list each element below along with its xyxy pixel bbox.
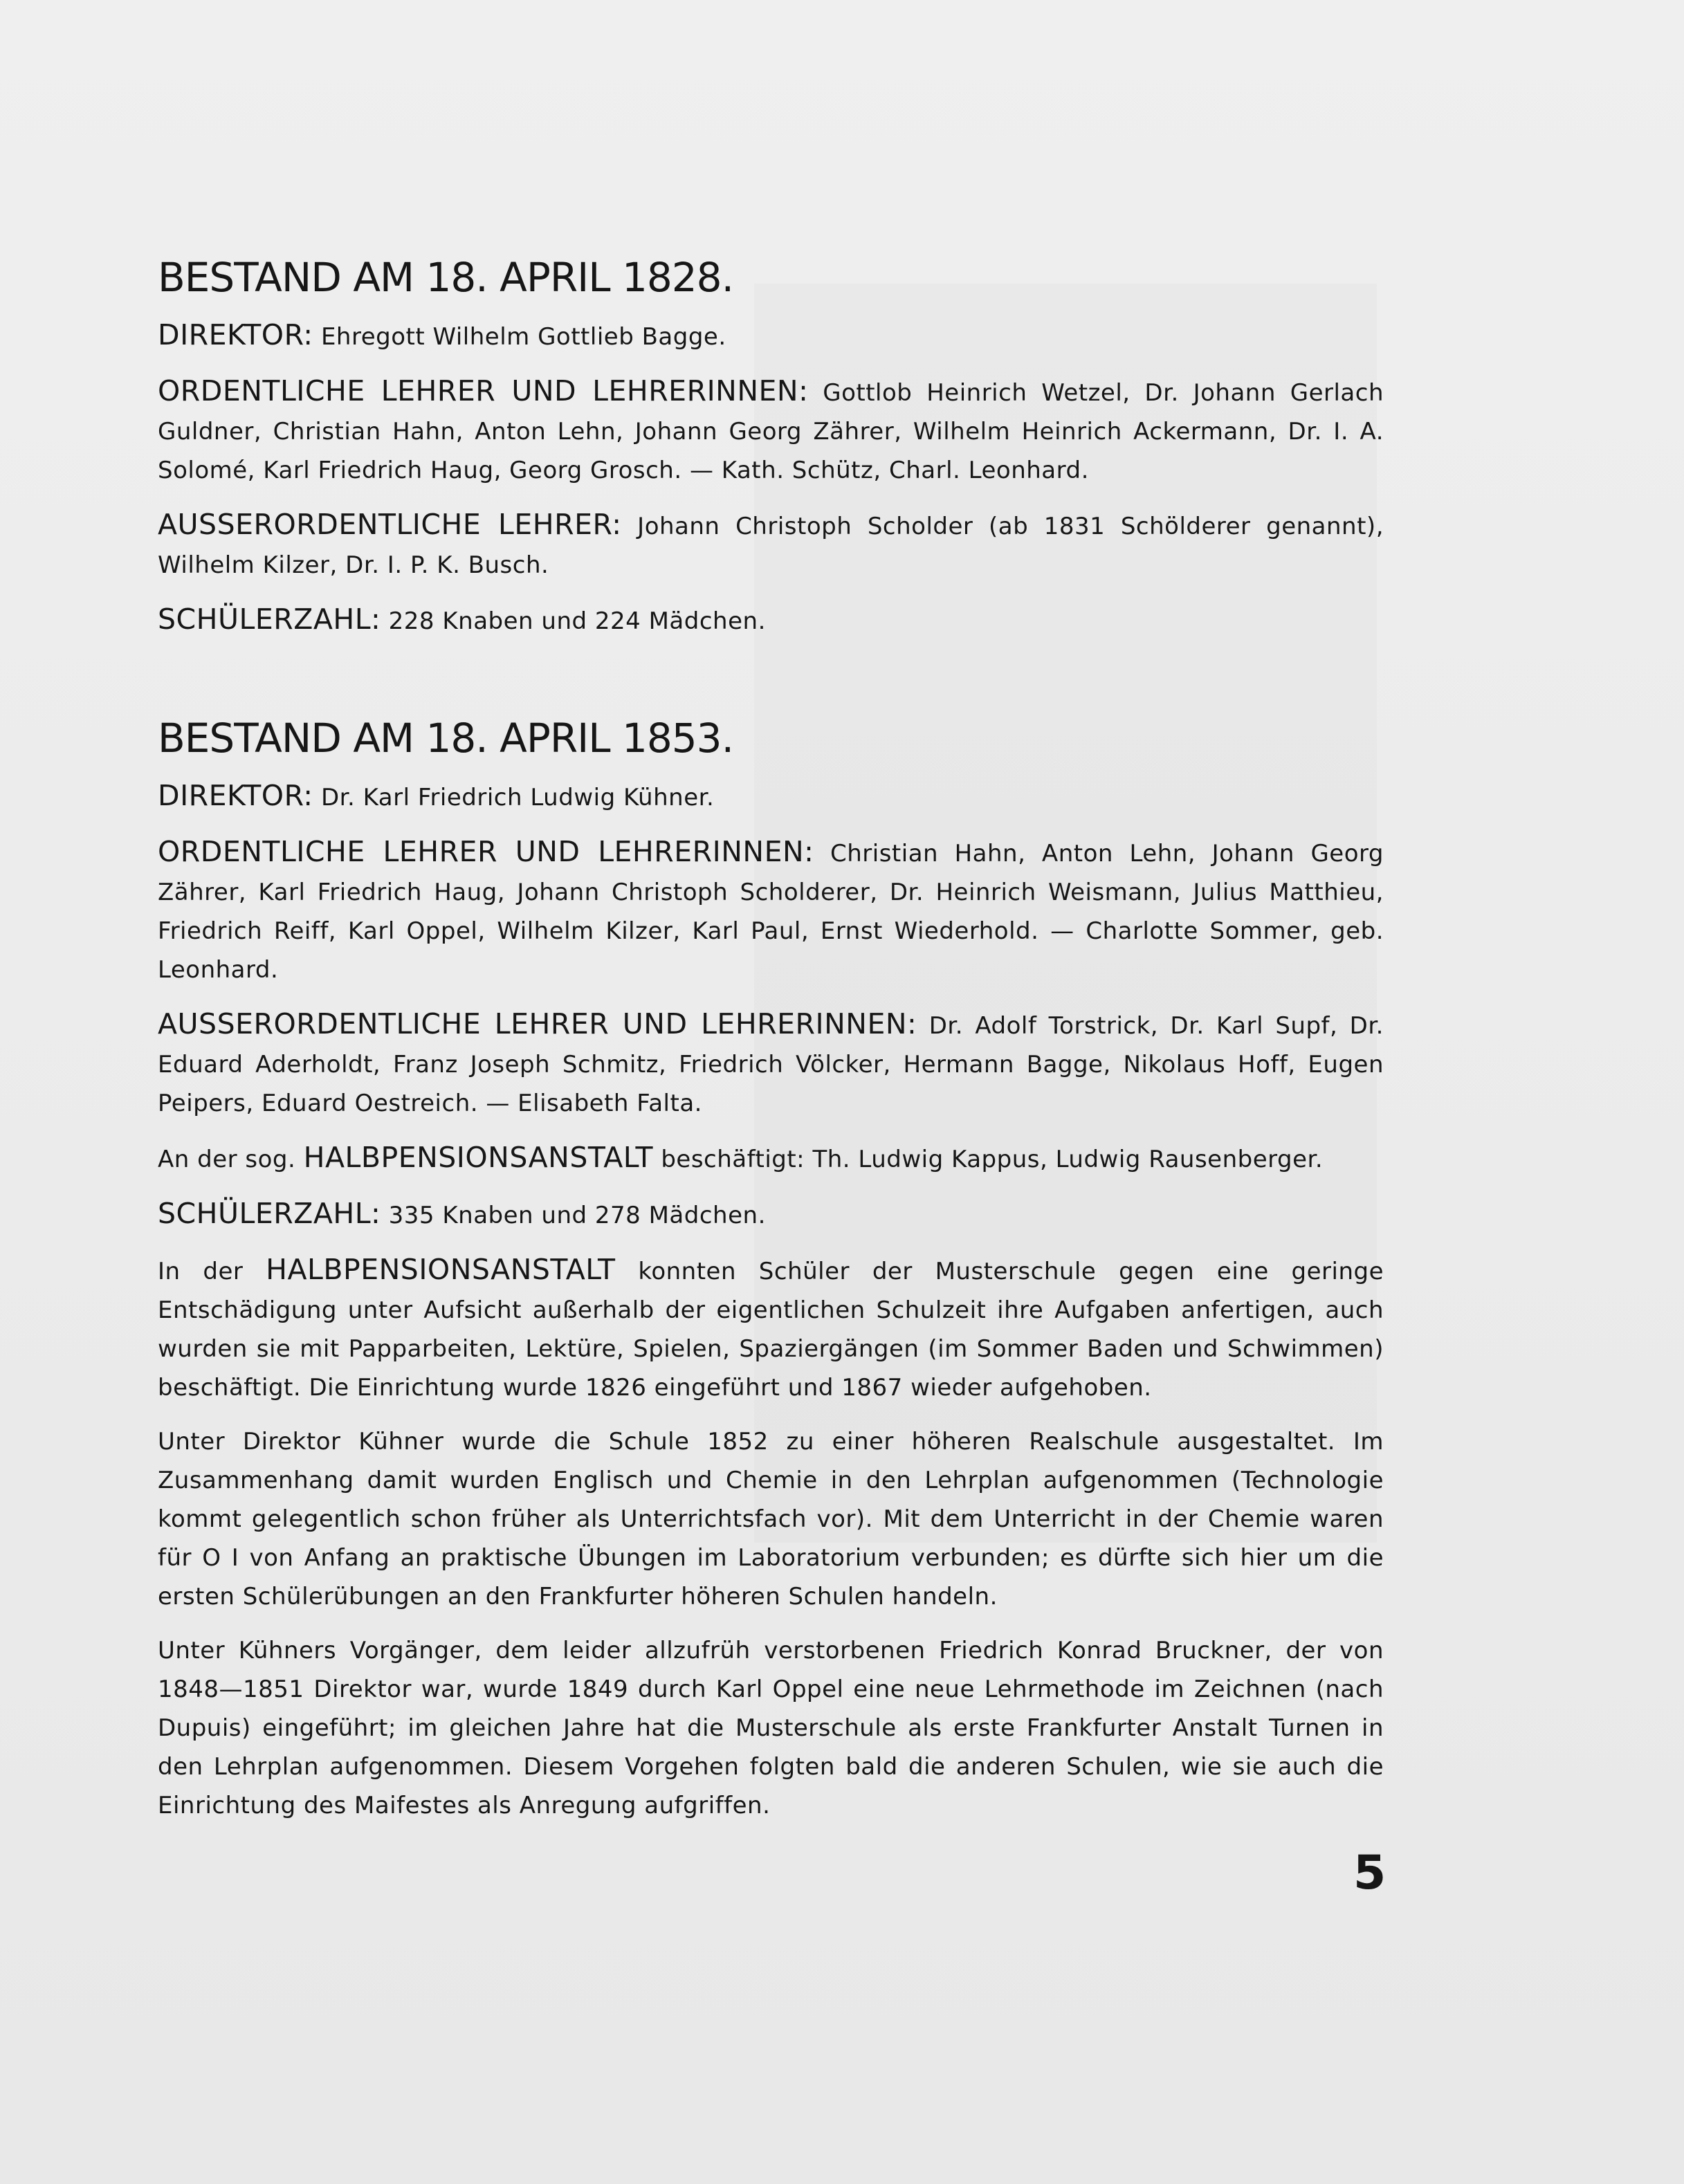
ordentliche-lehrer-label: ORDENTLICHE LEHRER UND LEHRERINNEN:	[158, 834, 814, 868]
schuelerzahl-label: SCHÜLERZAHL:	[158, 602, 381, 636]
section-1853-ausserordentliche-lehrer	[158, 1004, 1384, 1123]
direktor-name: Ehregott Wilhelm Gottlieb Bagge.	[320, 322, 726, 351]
direktor-label: DIREKTOR:	[158, 778, 313, 812]
paragraph-halbpensionsanstalt	[158, 1250, 1384, 1407]
ordentliche-lehrer-list: Christian Hahn, Anton Lehn, Johann Georg Zährer, Karl Friedrich Haug, Johann Christoph Scholderer, Dr. Heinrich Weismann, Julius Matthieu, Friedrich Reiff, Karl Oppel, Wilhelm Kilzer, Karl Paul, Ernst Wiederhold. — Charlotte Sommer, geb. Leonhard.	[158, 839, 1384, 984]
ausserordentliche-lehrer-list: Dr. Adolf Torstrick, Dr. Karl Supf, Dr. Eduard Aderholdt, Franz Joseph Schmitz, Friedrich Völcker, Hermann Bagge, Nikolaus Hoff, Eugen Peipers, Eduard Oestreich. — Elisabeth Falta.	[158, 1011, 1384, 1117]
halbpension-label: HALBPENSIONSANSTALT	[303, 1140, 654, 1174]
section-1828-direktor	[158, 315, 1384, 356]
halbpension-staff: beschäftigt: Th. Ludwig Kappus, Ludwig Rausenberger.	[661, 1145, 1324, 1173]
page-number: 5	[1353, 1846, 1386, 1900]
section-1853-schuelerzahl	[158, 1194, 1384, 1235]
section-1853-ordentliche-lehrer	[158, 832, 1384, 989]
direktor-name: Dr. Karl Friedrich Ludwig Kühner.	[320, 783, 715, 811]
ausserordentliche-lehrer-label: AUSSERORDENTLICHE LEHRER UND LEHRERINNEN:	[158, 1007, 917, 1040]
section-1853-title: BESTAND AM 18. APRIL 1853.	[158, 714, 734, 762]
paragraph-text: konnten Schüler der Musterschule gegen eine geringe Entschädigung unter Aufsicht außerhalb der eigentlichen Schulzeit ihre Aufgaben anfertigen, auch wurden sie mit Papparbeiten, Lektüre, Spielen, Spaziergängen (im Sommer Baden und Schwimmen) beschäftigt. Die Einrichtung wurde 1826 eingeführt und 1867 wieder aufgehoben.	[158, 1257, 1384, 1402]
page-content	[158, 256, 1384, 1840]
section-1853-halbpensionsanstalt	[158, 1138, 1384, 1179]
section-1828-ausserordentliche-lehrer	[158, 505, 1384, 585]
schuelerzahl-label: SCHÜLERZAHL:	[158, 1196, 381, 1230]
halbpension-prefix: An der sog.	[158, 1145, 296, 1173]
ordentliche-lehrer-label: ORDENTLICHE LEHRER UND LEHRERINNEN:	[158, 374, 809, 407]
paragraph-label: HALBPENSIONSANSTALT	[266, 1252, 616, 1286]
ausserordentliche-lehrer-list: Johann Christoph Scholder (ab 1831 Schölderer genannt), Wilhelm Kilzer, Dr. I. P. K. Busch.	[158, 512, 1384, 579]
ordentliche-lehrer-list: Gottlob Heinrich Wetzel, Dr. Johann Gerlach Guldner, Christian Hahn, Anton Lehn, Johann Georg Zährer, Wilhelm Heinrich Ackermann, Dr. I. A. Solomé, Karl Friedrich Haug, Georg Grosch. — Kath. Schütz, Charl. Leonhard.	[158, 378, 1384, 484]
ausserordentliche-lehrer-label: AUSSERORDENTLICHE LEHRER:	[158, 507, 622, 541]
section-1828-schuelerzahl	[158, 600, 1384, 641]
section-1828-ordentliche-lehrer	[158, 371, 1384, 490]
paragraph-bruckner: Unter Kühners Vorgänger, dem leider allzufrüh verstorbenen Friedrich Konrad Bruckner, der von 1848—1851 Direktor war, wurde 1849 durch Karl Oppel eine neue Lehrmethode im Zeichnen (nach Dupuis) eingeführt; im gleichen Jahre hat die Musterschule als erste Frankfurter Anstalt Turnen in den Lehrplan aufgenommen. Diesem Vorgehen folgten bald die anderen Schulen, wie sie auch die Einrichtung des Maifestes als Anregung aufgriffen.	[158, 1636, 1384, 1819]
section-1853-direktor	[158, 776, 1384, 817]
direktor-label: DIREKTOR:	[158, 318, 313, 351]
paragraph-prefix: In der	[158, 1257, 244, 1285]
paragraph-realschule: Unter Direktor Kühner wurde die Schule 1852 zu einer höheren Realschule ausgestaltet. Im Zusammenhang damit wurden Englisch und Chemie in den Lehrplan aufgenommen (Technologie kommt gelegentlich schon früher als Unterrichtsfach vor). Mit dem Unterricht in der Chemie waren für O I von Anfang an praktische Übungen im Laboratorium verbunden; es dürfte sich hier um die ersten Schülerübungen an den Frankfurter höheren Schulen handeln.	[158, 1427, 1384, 1611]
schuelerzahl-value: 335 Knaben und 278 Mädchen.	[388, 1201, 766, 1229]
schuelerzahl-value: 228 Knaben und 224 Mädchen.	[388, 607, 766, 635]
section-1828-title: BESTAND AM 18. APRIL 1828.	[158, 254, 734, 301]
